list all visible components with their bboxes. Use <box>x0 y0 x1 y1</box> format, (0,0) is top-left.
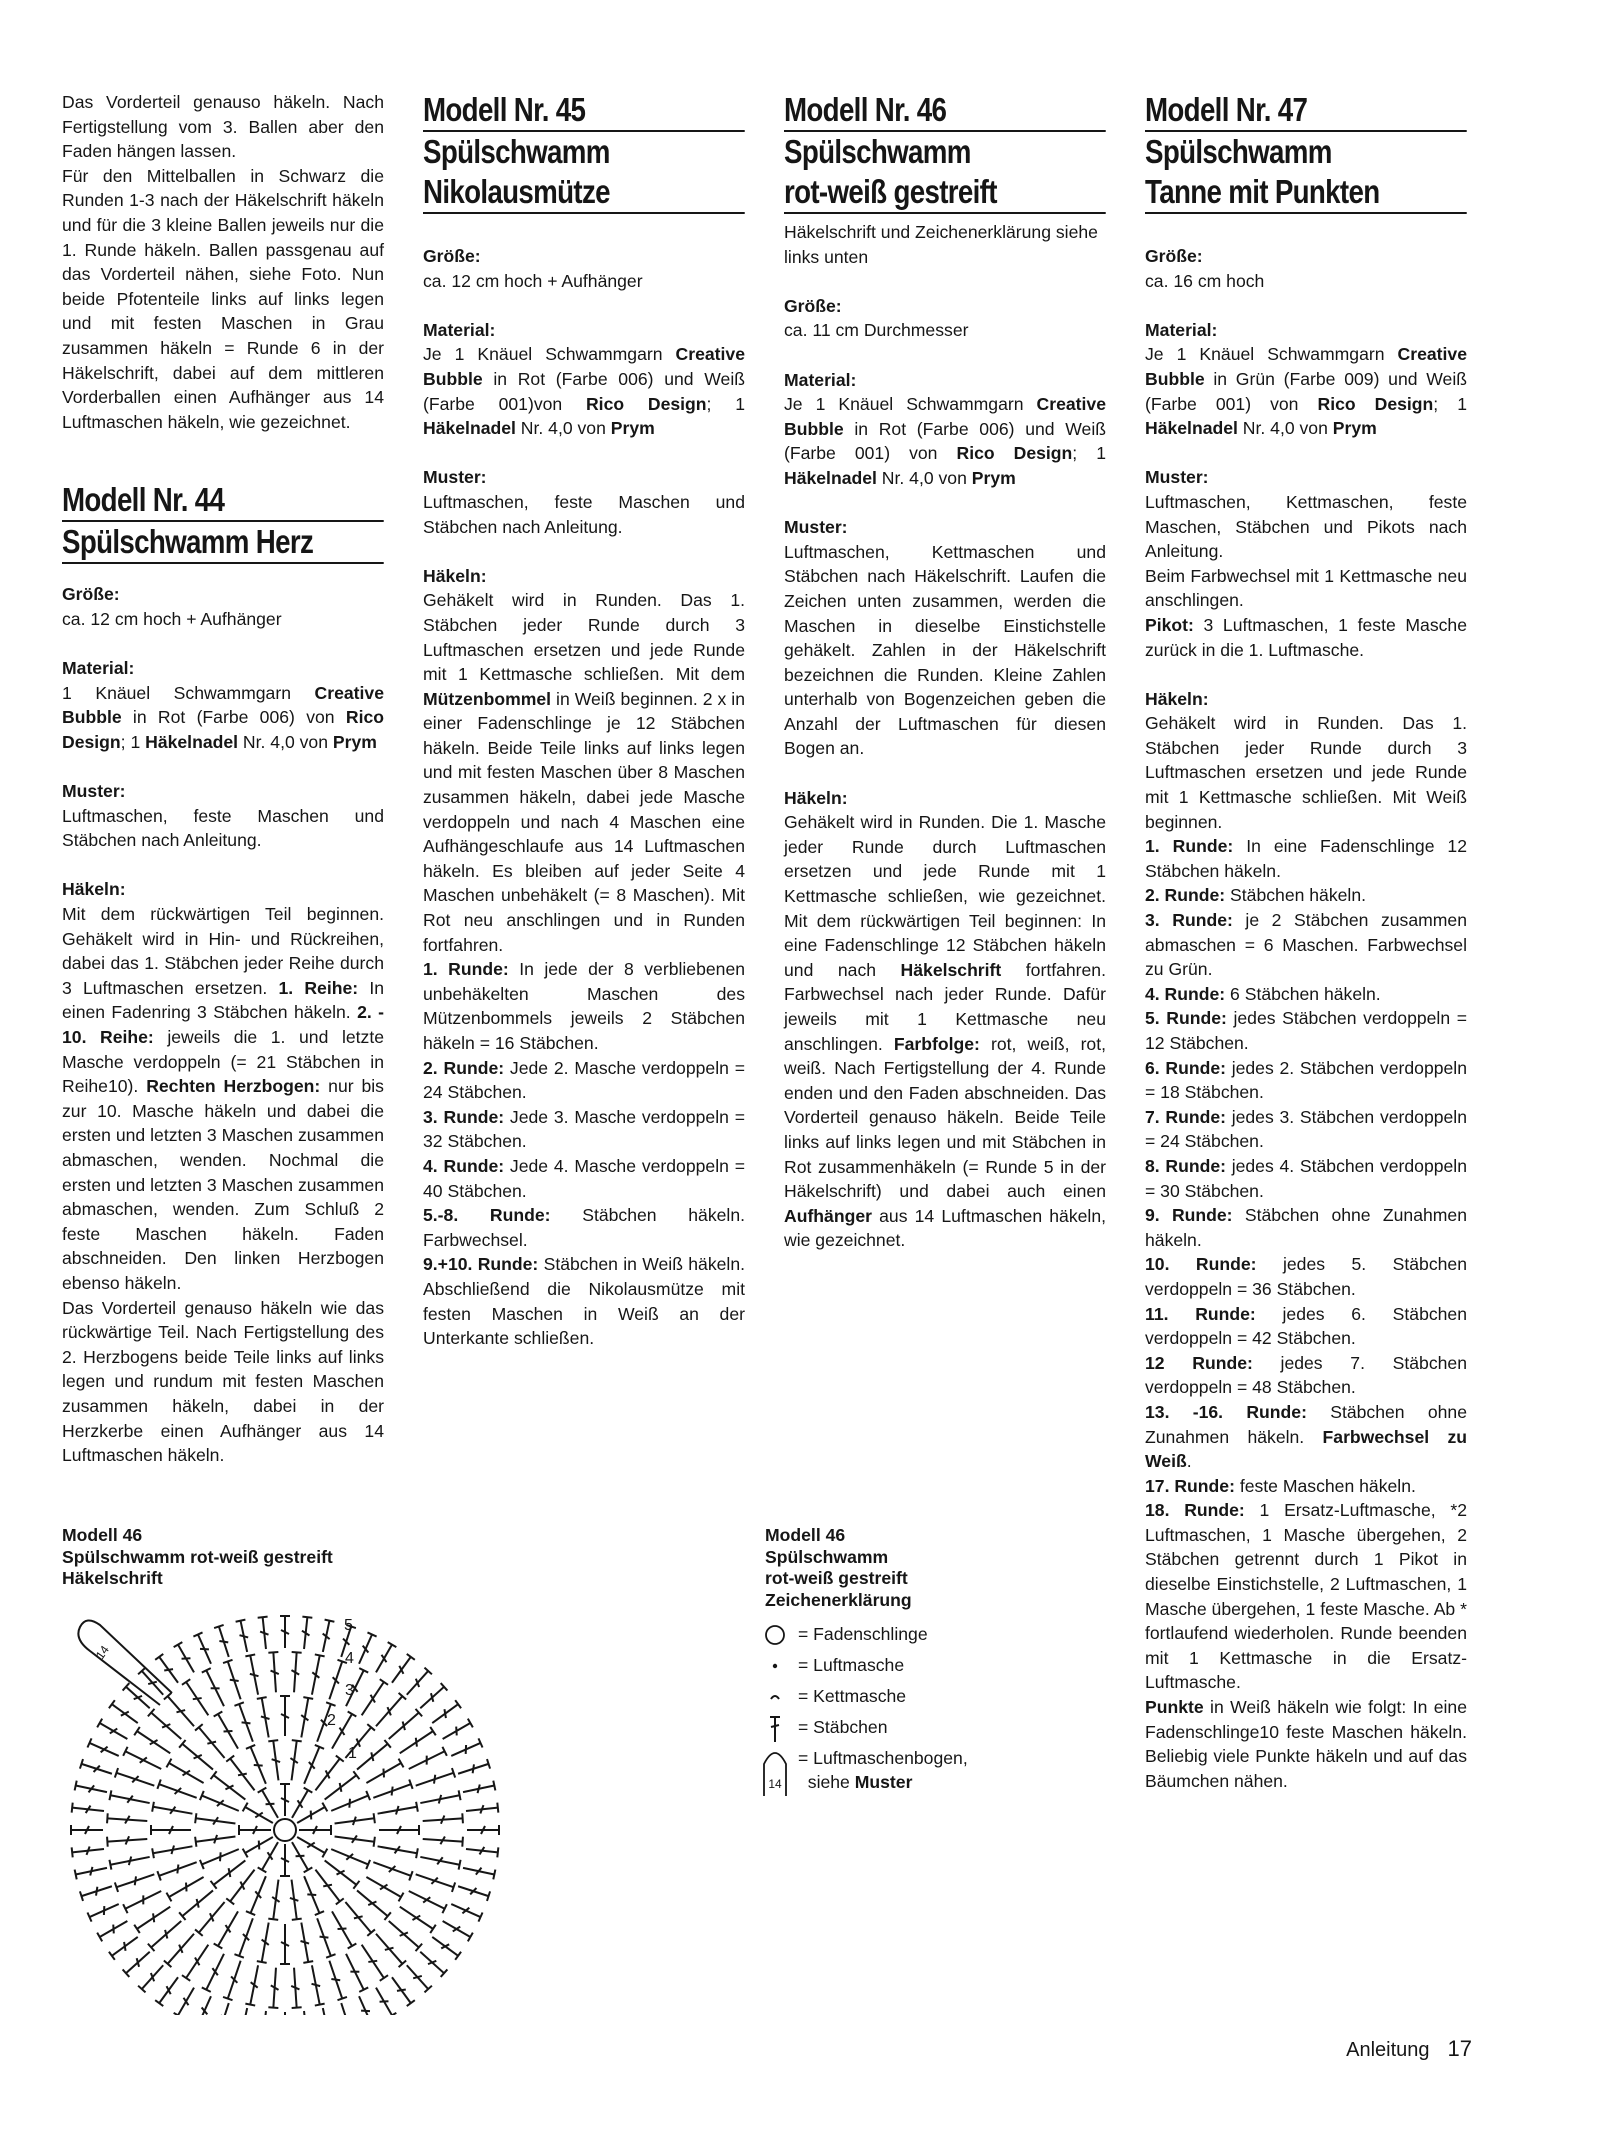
legend-caption-line-1: Modell 46 <box>765 1525 846 1545</box>
legend-caption-line-4: Zeichenerklärung <box>765 1589 912 1610</box>
chart-caption-line-1: Modell 46 <box>62 1525 143 1545</box>
chart-stitch-mark <box>245 1654 255 1656</box>
chart-stitch-mark <box>152 1802 154 1812</box>
chart-stitch-mark <box>462 1837 463 1847</box>
round-label-2: 2 <box>327 1712 336 1729</box>
chart-stitch-mark <box>380 1975 388 1981</box>
round-item: 8. Runde: jedes 4. Stäbchen verdoppeln = 30 Stäbchen. <box>1145 1155 1467 1201</box>
round-17: 17. Runde: feste Maschen häkeln. <box>1145 1475 1416 1496</box>
size-label: Größe: <box>784 295 842 316</box>
model-number: Modell Nr. 45 <box>423 90 745 132</box>
chart-stitch-mark <box>431 1693 433 1702</box>
size-label: Größe: <box>423 246 481 266</box>
chart-stitch-mark <box>72 1847 73 1857</box>
chart-stitch-mark <box>444 1709 445 1718</box>
size-value: ca. 16 cm hoch <box>1145 270 1265 291</box>
chart-stitch-mark <box>315 1654 325 1656</box>
round-item: 5. Runde: jedes Stäbchen verdoppeln = 12 Stäbchen. <box>1145 1008 1468 1053</box>
material-label: Material: <box>423 319 496 340</box>
model-45-heading <box>423 90 745 214</box>
round-3: 3. Runde: Jede 3. Masche verdoppeln = 32 Stäbchen. <box>423 1106 745 1152</box>
chart-stitch-mark <box>407 2000 415 2006</box>
chart-stitch-mark <box>374 1813 375 1823</box>
page-footer <box>1346 2036 1472 2062</box>
chart-stitch-mark <box>325 1620 335 1622</box>
model-title-line-2: Tanne mit Punkten <box>1145 172 1467 214</box>
round-item: 6. Runde: jedes 2. Stäbchen verdoppeln = 18 Stäbchen. <box>1145 1057 1467 1103</box>
chart-stitch-mark <box>266 1804 275 1805</box>
chart-stitch-mark <box>274 1819 296 1841</box>
pattern-text: Luftmaschen, Kettmaschen, feste Maschen, Stäbchen und Pikots nach Anleitung. <box>1145 491 1467 562</box>
chart-stitch-mark <box>135 1876 136 1885</box>
size-label: Größe: <box>62 584 120 605</box>
chart-stitch-mark <box>153 1913 154 1922</box>
chart-stitch-mark <box>340 1783 342 1792</box>
round-label-4: 4 <box>345 1650 354 1667</box>
chart-stitch-mark <box>182 1658 191 1659</box>
chart-stitch-mark <box>292 1919 302 1920</box>
svg-text:14: 14 <box>768 1777 782 1791</box>
chart-stitch-mark <box>261 1716 270 1719</box>
chart-stitch-mark <box>109 1790 111 1800</box>
legend-caption-line-3: rot-weiß gestreift <box>765 1568 908 1588</box>
chart-stitch-mark <box>90 1867 92 1876</box>
chart-stitch-mark <box>416 1848 418 1858</box>
crochet-text-2: Das Vorderteil genauso häkeln wie das rückwärtige Teil. Nach Fertigstellung des 2. Herzbogens beide Teile links auf links legen und rundum mit festen Maschen zusammen häkeln, dabei in der Herzkerbe einen Aufhänger aus 14 Luftmaschen häkeln. <box>62 1297 384 1466</box>
chart-stitch-mark <box>164 1669 173 1670</box>
chart-stitch-mark <box>478 1785 480 1794</box>
chart-stitch-mark <box>493 1870 495 1880</box>
model-title-line-2: Nikolausmütze <box>423 172 745 214</box>
chart-stitch-mark <box>148 1682 157 1684</box>
chain-icon <box>760 1651 790 1681</box>
chart-stitch-mark <box>193 1698 202 1699</box>
legend-caption <box>765 1525 912 1611</box>
chart-stitch-mark <box>323 1885 332 1887</box>
chart-stitch-mark <box>303 1961 313 1963</box>
chart-stitch-mark <box>186 1883 187 1892</box>
chart-stitch-mark <box>383 1769 384 1778</box>
crochet-label: Häkeln: <box>423 565 487 586</box>
chart-stitch-mark <box>268 2007 278 2008</box>
dots-text: Punkte in Weiß häkeln wie folgt: In eine Fadenschlinge10 feste Maschen häkeln. Beliebig viele Punkte häkeln und auf das Bäumchen nähen. <box>1145 1697 1467 1791</box>
chart-stitch-mark <box>290 1898 298 1901</box>
chart-stitch-mark <box>109 1860 111 1870</box>
material-text: Je 1 Knäuel Schwammgarn Creative Bubble in Grün (Farbe 009) und Weiß (Farbe 001) von Rico Design; 1 Häkelnadel Nr. 4,0 von Prym <box>1145 344 1467 439</box>
chart-stitch-mark <box>75 1781 77 1791</box>
chart-stitch-mark <box>245 2004 255 2006</box>
crochet-label: Häkeln: <box>784 787 848 808</box>
round-list <box>1145 834 1467 1400</box>
round-item: 11. Runde: jedes 6. Stäbchen verdoppeln = 42 Stäbchen. <box>1145 1303 1467 1349</box>
chart-stitch-mark <box>72 1803 73 1813</box>
chart-stitch-mark <box>341 2003 351 2015</box>
chart-stitch-mark <box>416 1738 417 1747</box>
model-44-heading <box>62 480 384 564</box>
chart-stitch-mark <box>238 1774 247 1776</box>
chart-stitch-mark <box>403 1721 405 1730</box>
chart-stitch-mark <box>182 1679 190 1685</box>
round-label-5: 5 <box>344 1617 353 1634</box>
chart-stitch-mark <box>176 1710 185 1712</box>
chart-stitch-mark <box>407 1654 415 1660</box>
chart-stitch-mark <box>430 1925 436 1933</box>
pattern-text-2: Beim Farbwechsel mit 1 Kettmasche neu anschlingen. <box>1145 565 1467 611</box>
chart-stitch-mark <box>195 1813 196 1823</box>
size-value: ca. 12 cm hoch + Aufhänger <box>423 270 643 291</box>
chart-stitch-mark <box>268 1919 278 1920</box>
chart-stitch-mark <box>236 1620 246 1622</box>
chart-stitch-mark <box>109 1700 115 1708</box>
round-9-10: 9.+10. Runde: Stäbchen in Weiß häkeln. Abschließend die Nikolausmütze mit festen Maschen in Weiß an der Unterkante schließen. <box>423 1254 745 1349</box>
size-value: ca. 11 cm Durchmesser <box>784 320 969 341</box>
chart-stitch-mark <box>459 1860 461 1870</box>
chart-stitch-mark <box>78 1620 172 1705</box>
crochet-label: Häkeln: <box>1145 688 1209 709</box>
pattern-label: Muster: <box>1145 467 1209 488</box>
chart-stitch-mark <box>137 1958 139 1967</box>
chart-stitch-mark <box>96 1887 97 1896</box>
round-18: 18. Runde: 1 Ersatz-Luftmasche, *2 Luftmaschen, 1 Masche übergehen, 2 Stäbchen getrennt durch 1 Pikot in dieselbe Einstichstelle, 2 Luftmaschen, 1 Masche übergehen, 1 feste Masche. Ab * fortlaufend wiederholen. Runde beenden mit 1 Kettmasche in die Ersatz-Luftmasche. <box>1145 1500 1468 1693</box>
column-1 <box>62 90 384 1468</box>
chart-stitch-mark <box>207 1742 216 1744</box>
chart-stitch-mark <box>134 1727 140 1735</box>
chart-stitch-mark <box>263 2011 266 2015</box>
chart-stitch-mark <box>456 1727 457 1736</box>
chart-stitch-mark <box>155 2000 163 2006</box>
chart-stitch-mark <box>307 1894 316 1895</box>
round-item: 3. Runde: je 2 Stäbchen zusammen abmaschen = 6 Maschen. Farbwechsel zu Grün. <box>1145 910 1468 980</box>
size-label: Größe: <box>1145 246 1203 266</box>
chart-stitch-mark <box>397 1989 406 1990</box>
chart-stitch-mark <box>413 1976 422 1978</box>
crochet-text: Mit dem rückwärtigen Teil beginnen. Gehäkelt wird in Hin- und Rückreihen, dabei das 1. Stäbchen jeder Reihe durch 3 Luftmaschen ersetzen. 1. Reihe: In einen Fadenring 3 Stäbchen häkeln. 2. - 10. Reihe: jeweils die 1. und letzte Masche verdoppeln (= 21 Stäbchen in Reihe10). Rechten Herzbogen: nur bis zur 10. Masche häkeln und dabei die ersten und letzten 3 Maschen zusammen abmaschen, wenden. Nochmal die ersten und letzten 3 Maschen zusammen abmaschen, wenden. Zum Schluß 2 feste Maschen häkeln. Faden abschneiden. Den linken Herzbogen ebenso häkeln. <box>62 904 384 1293</box>
pattern-text: Luftmaschen, Kettmaschen und Stäbchen nach Häkelschrift. Laufen die Zeichen unten zusammen, werden die Maschen in dieselbe Einstichstelle gehäkelt. Zahlen in der Häkelschrift bezeichnen die Runden. Kleine Zahlen unterhalb von Bogenzeichen geben die Anzahl der Luftmaschen für diesen Bogen an. <box>784 541 1106 759</box>
model-title-line-2: rot-weiß gestreift <box>784 172 1106 214</box>
chart-stitch-mark <box>303 1697 313 1699</box>
chart-stitch-mark <box>359 1996 372 2015</box>
chart-stitch-mark <box>250 1674 259 1676</box>
picot-text: Pikot: 3 Luftmaschen, 1 feste Masche zurück in die 1. Luftmasche. <box>1145 614 1467 660</box>
chart-stitch-mark <box>124 1942 125 1951</box>
chart-stitch-mark <box>497 1803 498 1813</box>
chart-stitch-mark <box>257 1697 267 1699</box>
pattern-label: Muster: <box>784 517 848 538</box>
round-label-1: 1 <box>348 1745 357 1762</box>
column-4 <box>1145 90 1467 1793</box>
chart-stitch-mark <box>165 1930 167 1939</box>
chart-stitch-mark <box>230 1680 239 1681</box>
model-title-line-1: Spülschwamm <box>1145 133 1332 170</box>
chart-stitch-mark <box>380 2001 389 2002</box>
chart-stitch-mark <box>272 1759 280 1762</box>
model-number: Modell Nr. 46 <box>784 90 1106 132</box>
chart-stitch-mark <box>374 1837 375 1847</box>
chart-stitch-mark <box>107 1813 108 1823</box>
round-2: 2. Runde: Jede 2. Masche verdoppeln = 24 Stäbchen. <box>423 1057 745 1103</box>
round-item: 10. Runde: jedes 5. Stäbchen verdoppeln = 36 Stäbchen. <box>1145 1254 1467 1299</box>
chart-stitch-mark <box>182 1975 190 1981</box>
crochet-text: Gehäkelt wird in Runden. Die 1. Masche jeder Runde durch Luftmaschen ersetzen und jede Runde mit 1 Kettmasche schließen, wie gezeichnet. Mit dem rückwärtigen Teil beginnen: In eine Fadenschlinge 12 Stäbchen häkeln und nach Häkelschrift fortfahren. Farbwechsel nach jeder Runde. Dafür jeweils mit 1 Kettmasche neu anschlingen. Farbfolge: rot, weiß, rot, weiß. Nach Fertigstellung der 4. Runde enden und den Faden abschneiden. Das Vorderteil genauso häkeln. Beide Teile links auf links legen und mit Stäbchen in Rot zusammenhäkeln (= Runde 5 in der Häkelschrift) und dabei auch einen Aufhänger aus 14 Luftmaschen häkeln, wie gezeichnet. <box>784 812 1106 1251</box>
chart-stitch-mark <box>197 1899 199 1908</box>
round-label-3: 3 <box>345 1682 354 1699</box>
material-label: Material: <box>1145 319 1218 340</box>
footer-section: Anleitung <box>1346 2039 1430 2061</box>
pattern-text: Luftmaschen, feste Maschen und Stäbchen nach Anleitung. <box>423 491 745 537</box>
chart-stitch-mark <box>302 1617 312 1618</box>
chart-stitch-mark <box>219 2003 229 2015</box>
chart-stitch-mark <box>301 1941 310 1944</box>
round-item: 1. Runde: In eine Fadenschlinge 12 Stäbchen häkeln. <box>1145 836 1468 881</box>
chart-stitch-mark <box>292 1652 302 1653</box>
chart-stitch-mark <box>113 1925 114 1934</box>
chart-stitch-mark <box>257 1961 267 1963</box>
chart-stitch-mark <box>315 2004 325 2006</box>
round-13-16: 13. -16. Runde: Stäbchen ohne Zunahmen häkeln. Farbwechsel zu Weiß. <box>1145 1401 1467 1472</box>
chart-stitch-mark <box>311 1811 312 1820</box>
size-value: ca. 12 cm hoch + Aufhänger <box>62 608 282 629</box>
intro-text-2: Für den Mittelballen in Schwarz die Runden 1-3 nach der Häkelschrift häkeln und für die 3 kleine Ballen jeweils nur die 1. Runde häkeln. Ballen passgenau auf das Vorderteil nähen, siehe Foto. Nun beide Pfotenteile links auf links legen und mit festen Maschen in Grau zusammen häkeln = Runde 6 in der Häkelschrift, dabei auf dem mittleren Vorderballen einen Aufhänger aus 14 Luftmaschen häkeln, wie gezeichnet. <box>62 165 384 432</box>
legend-caption-line-2: Spülschwamm <box>765 1546 889 1567</box>
column-2 <box>423 90 745 1351</box>
pattern-text: Luftmaschen, feste Maschen und Stäbchen nach Anleitung. <box>62 805 384 851</box>
chart-stitch-mark <box>254 1765 263 1766</box>
slip-stitch-icon <box>760 1682 790 1712</box>
chart-stitch-mark <box>473 1764 474 1773</box>
material-label: Material: <box>62 658 135 679</box>
chart-caption <box>62 1525 333 1590</box>
chart-stitch-mark <box>268 1740 278 1741</box>
round-item: 9. Runde: Stäbchen ohne Zunahmen häkeln. <box>1145 1205 1467 1250</box>
chart-stitch-mark <box>371 1752 373 1761</box>
round-item: 7. Runde: jedes 3. Stäbchen verdoppeln = 24 Stäbchen. <box>1145 1106 1467 1152</box>
chart-stitch-mark <box>368 1961 377 1962</box>
column-3 <box>784 90 1106 1253</box>
chart-stitch-mark <box>107 1837 108 1847</box>
chart-stitch-mark <box>312 1984 321 1986</box>
chart-note: Häkelschrift und Zeichenerklärung siehe links unten <box>784 222 1098 267</box>
chart-stitch-mark <box>109 1952 115 1960</box>
chart-stitch-mark <box>242 1722 251 1723</box>
round-item: 2. Runde: Stäbchen häkeln. <box>1145 885 1367 906</box>
chart-stitch-mark <box>323 2008 330 2015</box>
model-46-heading <box>784 90 1106 214</box>
chart-stitch-mark <box>268 1652 278 1653</box>
chart-stitch-mark <box>354 1916 363 1918</box>
chart-stitch-mark <box>434 1775 435 1784</box>
chart-stitch-mark <box>292 2007 302 2008</box>
material-text: Je 1 Knäuel Schwammgarn Creative Bubble in Rot (Farbe 006) und Weiß (Farbe 001)von Rico Design; 1 Häkelnadel Nr. 4,0 von Prym <box>423 344 746 439</box>
chart-stitch-mark <box>219 1641 228 1642</box>
model-title: Spülschwamm Herz <box>62 522 384 564</box>
chart-stitch-mark <box>195 1837 196 1847</box>
material-text: Je 1 Knäuel Schwammgarn Creative Bubble in Rot (Farbe 006) und Weiß (Farbe 001) von Rico Design; 1 Häkelnadel Nr. 4,0 von Prym <box>784 394 1106 488</box>
chart-stitch-mark <box>129 1857 131 1866</box>
round-1: 1. Runde: In jede der 8 verbliebenen unbehäkelten Maschen des Mützenbommels jeweils 2 Stäbchen häkeln = 16 Stäbchen. <box>423 959 746 1053</box>
chart-stitch-mark <box>177 1865 178 1874</box>
chart-stitch-mark <box>320 1937 329 1938</box>
chart-stitch-mark <box>380 1679 388 1685</box>
crochet-label: Häkeln: <box>62 879 126 900</box>
material-text: 1 Knäuel Schwammgarn Creative Bubble in Rot (Farbe 006) von Rico Design; 1 Häkelnadel Nr. 4,0 von Prym <box>62 682 384 752</box>
round-item: 12 Runde: jedes 7. Stäbchen verdoppeln = 48 Stäbchen. <box>1145 1352 1467 1398</box>
chart-stitch-mark <box>497 1847 498 1857</box>
chart-stitch-mark <box>75 1870 77 1880</box>
ring-icon <box>760 1620 790 1650</box>
material-label: Material: <box>784 369 857 390</box>
chart-stitch-mark <box>258 1617 268 1618</box>
model-number: Modell Nr. 47 <box>1145 90 1467 132</box>
chart-stitch-mark <box>493 1781 495 1791</box>
round-5-8: 5.-8. Runde: Stäbchen häkeln. Farbwechsel. <box>423 1205 746 1250</box>
chart-stitch-mark <box>385 1948 394 1950</box>
chart-stitch-mark <box>214 1835 217 1843</box>
pattern-label: Muster: <box>62 781 126 802</box>
double-crochet-icon <box>760 1713 790 1743</box>
model-title-line-1: Spülschwamm <box>784 133 971 170</box>
chart-stitch-mark <box>455 1952 461 1960</box>
chart-stitch-mark <box>349 1799 350 1808</box>
page-number: 17 <box>1447 2036 1472 2061</box>
chart-stitch-mark <box>338 1928 347 1929</box>
model-title-line-1: Spülschwamm <box>423 133 610 170</box>
chart-caption-line-2: Spülschwamm rot-weiß gestreift <box>62 1546 333 1567</box>
chart-stitch-mark <box>353 1817 356 1825</box>
chart-stitch-mark <box>229 1868 231 1877</box>
chart-stitch-mark <box>296 1856 305 1857</box>
chart-stitch-mark <box>392 1787 393 1796</box>
chart-stitch-mark <box>220 1852 221 1861</box>
chart-caption-line-3: Häkelschrift <box>62 1568 163 1588</box>
intro-text: Das Vorderteil genauso häkeln. Nach Fertigstellung vom 3. Ballen aber den Faden hängen lassen. <box>62 92 384 162</box>
round-item: 4. Runde: 6 Stäbchen häkeln. <box>1145 983 1381 1004</box>
chart-stitch-mark <box>134 1925 140 1933</box>
chart-stitch-mark <box>459 1790 461 1800</box>
chart-stitch-mark <box>171 1846 174 1855</box>
crochet-text: Gehäkelt wird in Runden. Das 1. Stäbchen jeder Runde durch 3 Luftmaschen ersetzen und jede Runde mit 1 Kettmasche schließen. Mit dem Mützenbommel in Weiß beginnen. 2 x in einer Fadenschlinge je 12 Stäbchen häkeln. Beide Teile links auf links legen und mit festen Maschen über 8 Maschen zusammen häkeln, dabei jede Masche verdoppeln und nach 4 Maschen eine Aufhängeschlaufe aus 14 Luftmaschen häkeln. Es bleiben auf jeder Seite 4 Maschen unbehäkelt (= 8 Maschen). Mit Rot neu anschlingen und in Runden fortfahren. <box>423 590 745 955</box>
chart-stitch-mark <box>430 1727 436 1735</box>
chart-stitch-mark <box>241 2008 248 2015</box>
chart-stitch-mark <box>396 1806 399 1815</box>
chart-stitch-mark <box>259 1841 260 1850</box>
chart-stitch-mark <box>292 1740 302 1741</box>
round-4: 4. Runde: Jede 4. Masche verdoppeln = 40 Stäbchen. <box>423 1155 745 1201</box>
chart-stitch-mark <box>439 1795 441 1804</box>
pattern-label: Muster: <box>423 467 487 488</box>
crochet-chart <box>60 1595 520 2015</box>
chart-stitch-mark <box>462 1813 463 1823</box>
loop-count-label: 14 <box>92 1642 112 1662</box>
chain-arc-icon <box>760 1744 790 1798</box>
model-number: Modell Nr. 44 <box>62 480 384 522</box>
chart-stitch-mark <box>240 1635 249 1637</box>
crochet-text: Gehäkelt wird in Runden. Das 1. Stäbchen jeder Runde durch 3 Luftmaschen ersetzen und jede Runde mit 1 Kettmasche schließen. Mit Weiß beginnen. <box>1145 713 1467 832</box>
chart-stitch-mark <box>152 1848 154 1858</box>
model-47-heading <box>1145 90 1467 214</box>
chart-stitch-mark <box>331 1979 340 1980</box>
chart-stitch-mark <box>304 2011 307 2015</box>
chart-stitch-mark <box>455 1700 461 1708</box>
chart-stitch-mark <box>416 1802 418 1812</box>
chart-stitch-mark <box>224 1731 233 1732</box>
chart-stitch-mark <box>155 1654 163 1660</box>
